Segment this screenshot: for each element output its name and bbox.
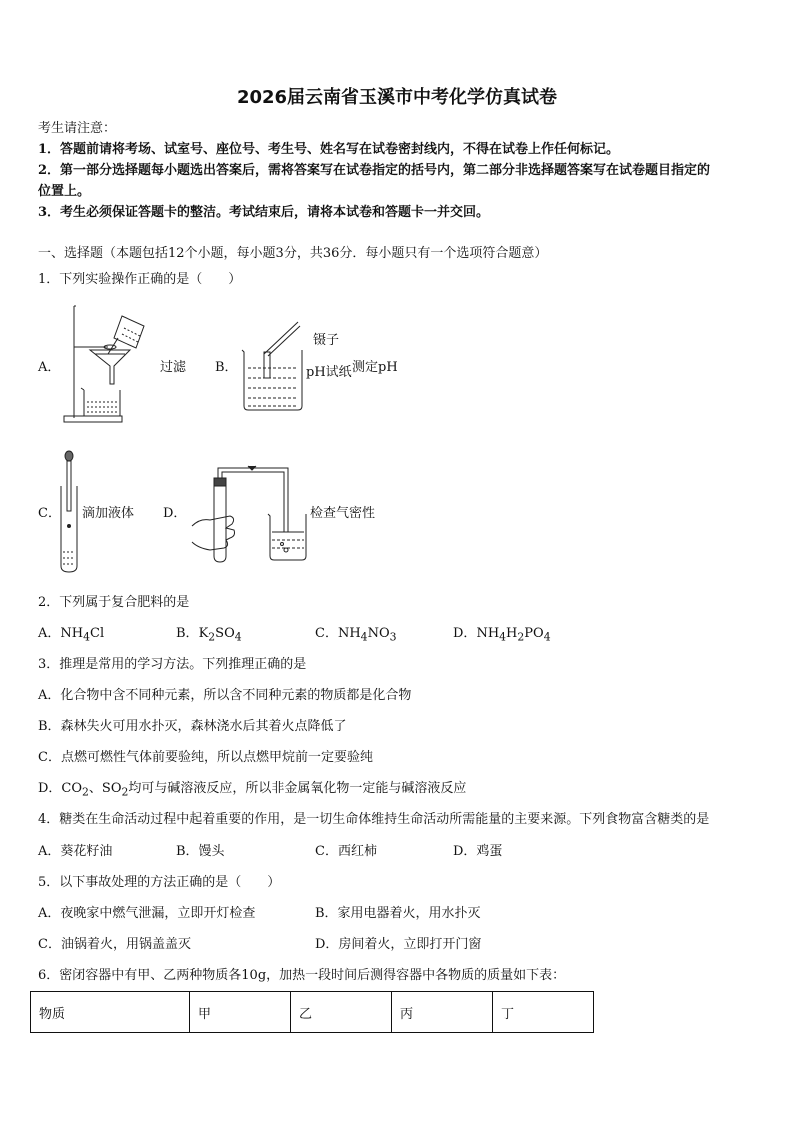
q2-stem: 2．下列属于复合肥料的是 (38, 595, 190, 610)
notice-item-2-cont: 位置上。 (38, 184, 91, 199)
q6-mass-table (30, 991, 594, 1033)
q1-option-b-letter: B． (215, 360, 238, 375)
q3-option-b: B．森林失火可用水扑灭，森林浇水后其着火点降低了 (38, 719, 347, 734)
q5-option-d: D．房间着火，立即打开门窗 (315, 937, 482, 952)
section-heading: 一、选择题（本题包括12个小题，每小题3分，共36分．每小题只有一个选项符合题意） (38, 246, 548, 261)
notice-item-1: 1．答题前请将考场、试室号、座位号、考生号、姓名写在试卷密封线内，不得在试卷上作任何标记。 (38, 142, 620, 157)
q1-option-c-letter: C． (38, 506, 61, 521)
q4-option-d: D．鸡蛋 (453, 844, 503, 859)
q4-option-c: C．西红柿 (315, 844, 377, 859)
q2-option-a: A．$NH_4Cl$ (38, 626, 105, 644)
q1-option-a-letter: A． (38, 360, 61, 375)
q1-option-b-label: 测定pH (352, 360, 398, 375)
table-cell: 甲 (190, 992, 291, 1033)
q6-stem: 6．密闭容器中有甲、乙两种物质各10g，加热一段时间后测得容器中各物质的质量如下表： (38, 968, 566, 983)
notice-heading: 考生请注意： (38, 121, 117, 136)
dropper-test-tube-illustration (56, 448, 82, 574)
q3-option-d: D．$CO_2$、$SO_2$均可与碱溶液反应，所以非金属氧化物一定能与碱溶液反应 (38, 781, 467, 799)
q1-label-tweezers: 镊子 (313, 333, 340, 348)
q3-option-a: A．化合物中含不同种元素，所以含不同种元素的物质都是化合物 (38, 688, 412, 703)
notice-item-3: 3．考生必须保证答题卡的整洁。考试结束后，请将本试卷和答题卡一并交回。 (38, 205, 490, 220)
q5-option-a: A．夜晚家中燃气泄漏，立即开灯检查 (38, 906, 256, 921)
q1-option-d-letter: D． (163, 506, 187, 521)
q1-label-ph-paper: pH试纸 (306, 365, 352, 380)
q1-option-c-label: 滴加液体 (82, 506, 135, 521)
table-cell: 丙 (392, 992, 493, 1033)
q1-option-a-label: 过滤 (160, 360, 187, 375)
table-cell: 物质 (31, 992, 190, 1033)
q2-option-b: B．$K_2SO_4$ (176, 626, 242, 644)
q4-option-a: A．葵花籽油 (38, 844, 113, 859)
q2-option-c: C．$NH_4NO_3$ (315, 626, 397, 644)
q4-option-b: B．馒头 (176, 844, 225, 859)
table-cell: 乙 (291, 992, 392, 1033)
q2-option-d: D．$NH_4H_2PO_4$ (453, 626, 551, 644)
q1-option-d-label: 检查气密性 (310, 506, 376, 521)
notice-item-2: 2．第一部分选择题每小题选出答案后，需将答案写在试卷指定的括号内，第二部分非选择题答案写在试卷题目指定的 (38, 163, 711, 178)
q4-stem: 4．糖类在生命活动过程中起着重要的作用，是一切生命体维持生命活动所需能量的主要来源。下列食物富含糖类的是 (38, 812, 710, 827)
q3-stem: 3．推理是常用的学习方法。下列推理正确的是 (38, 657, 307, 672)
airtightness-check-illustration (190, 456, 310, 566)
page-title: 2026届云南省玉溪市中考化学仿真试卷 (236, 87, 558, 108)
q5-option-c: C．油锅着火，用锅盖盖灭 (38, 937, 191, 952)
q3-option-c: C．点燃可燃性气体前要验纯，所以点燃甲烷前一定要验纯 (38, 750, 373, 765)
q5-option-b: B．家用电器着火，用水扑灭 (315, 906, 481, 921)
table-cell: 丁 (493, 992, 594, 1033)
table-row (31, 992, 594, 1033)
q1-stem: 1．下列实验操作正确的是（ ） (38, 272, 242, 287)
q5-stem: 5．以下事故处理的方法正确的是（ ） (38, 875, 281, 890)
filtration-apparatus-illustration (62, 302, 162, 424)
